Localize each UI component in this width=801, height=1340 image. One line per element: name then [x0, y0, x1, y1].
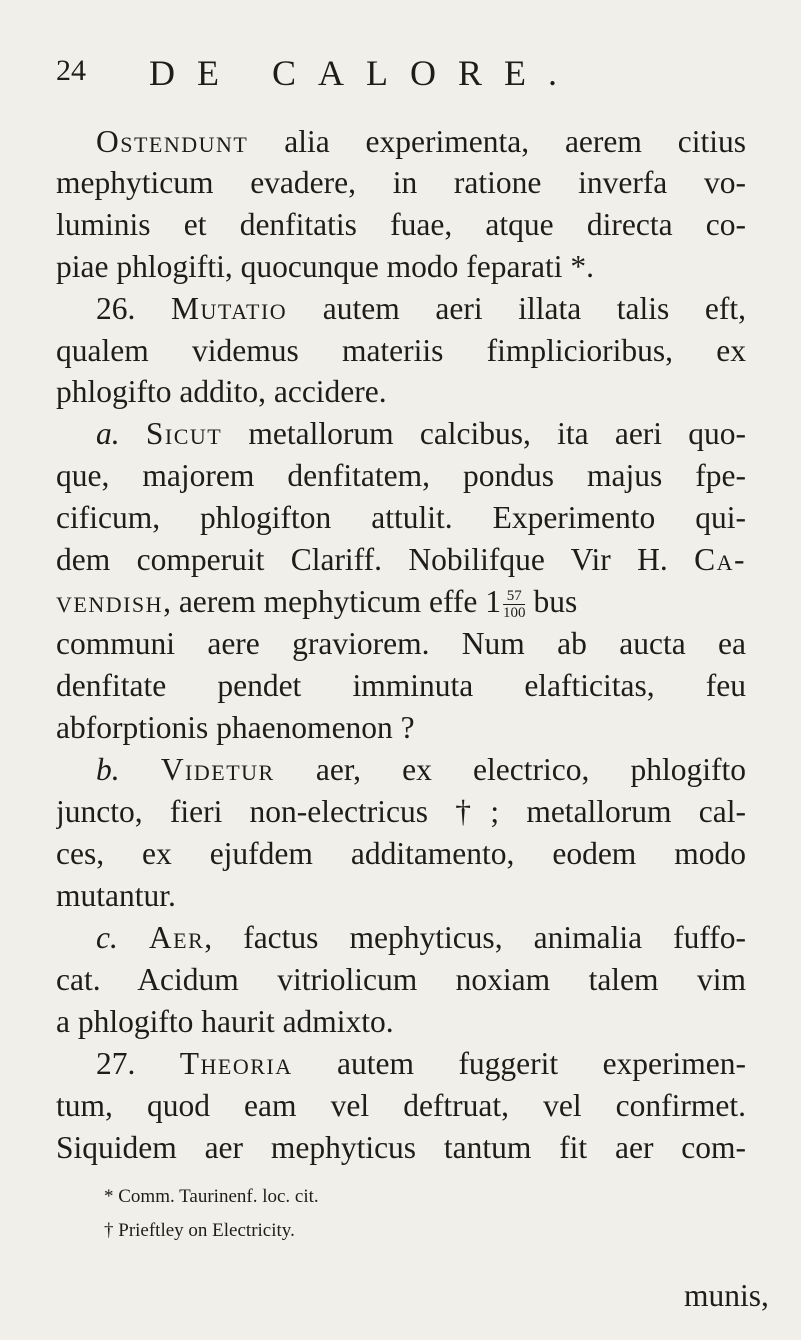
text-line-16: b. Videtur aer, ex electrico, phlogifto [96, 752, 746, 787]
text-line-9: que, majorem denfitatem, pondus majus fpe- [56, 458, 746, 493]
text-line-12: vendish, aerem mephyticum effe 1 $\frac{57}{100}$ bus [56, 584, 578, 622]
text-line-13: communi aere graviorem. Num ab aucta ea [56, 626, 746, 661]
text-line-11: dem comperuit Clariff. Nobilifque Vir H. Ca- [56, 542, 746, 577]
text-line-6: qualem videmus materiis fimplicioribus, ex [56, 333, 746, 368]
text-line-2: mephyticum evadere, in ratione inverfa vo- [56, 165, 746, 200]
text-line-5: 26. Mutatio autem aeri illata talis eft, [96, 291, 746, 326]
text-line-18: ces, ex ejufdem additamento, eodem modo [56, 836, 746, 871]
text-line-17: juncto, fieri non-electricus †; metallorum cal- [56, 794, 746, 829]
text-line-10: cificum, phlogifton attulit. Experimento qui- [56, 500, 746, 535]
page-header [56, 48, 746, 98]
text-line-22: a phlogifto haurit admixto. [56, 1004, 394, 1039]
text-line-21: cat. Acidum vitriolicum noxiam talem vim [56, 962, 746, 997]
text-line-4: piae phlogifti, quocunque modo feparati *. [56, 249, 594, 284]
text-line-8: a. Sicut metallorum calcibus, ita aeri quo- [96, 416, 746, 451]
text-line-24: tum, quod eam vel deftruat, vel confirmet. [56, 1088, 746, 1123]
running-head: DE CALORE. [149, 53, 579, 93]
footnote-2: † Prieftley on Electricity. [104, 1220, 295, 1241]
text-line-3: luminis et denfitatis fuae, atque directa co- [56, 207, 746, 242]
footnote-1: * Comm. Taurinenf. loc. cit. [104, 1186, 319, 1207]
text-line-7: phlogifto addito, accidere. [56, 374, 387, 409]
catchword: munis, [684, 1278, 769, 1313]
text-line-14: denfitate pendet imminuta elafticitas, feu [56, 668, 746, 703]
fraction: $\frac{57}{100}$ [502, 588, 526, 622]
text-line-15: abforptionis phaenomenon ? [56, 710, 415, 745]
text-line-23: 27. Theoria autem fuggerit experimen- [96, 1046, 746, 1081]
text-line-20: c. Aer, factus mephyticus, animalia fuffo- [96, 920, 746, 955]
text-line-19: mutantur. [56, 878, 176, 913]
text-line-25: Siquidem aer mephyticus tantum fit aer com- [56, 1130, 746, 1165]
page-number: 24 [56, 54, 86, 87]
text-line-1: Ostendunt alia experimenta, aerem citius [96, 124, 746, 159]
